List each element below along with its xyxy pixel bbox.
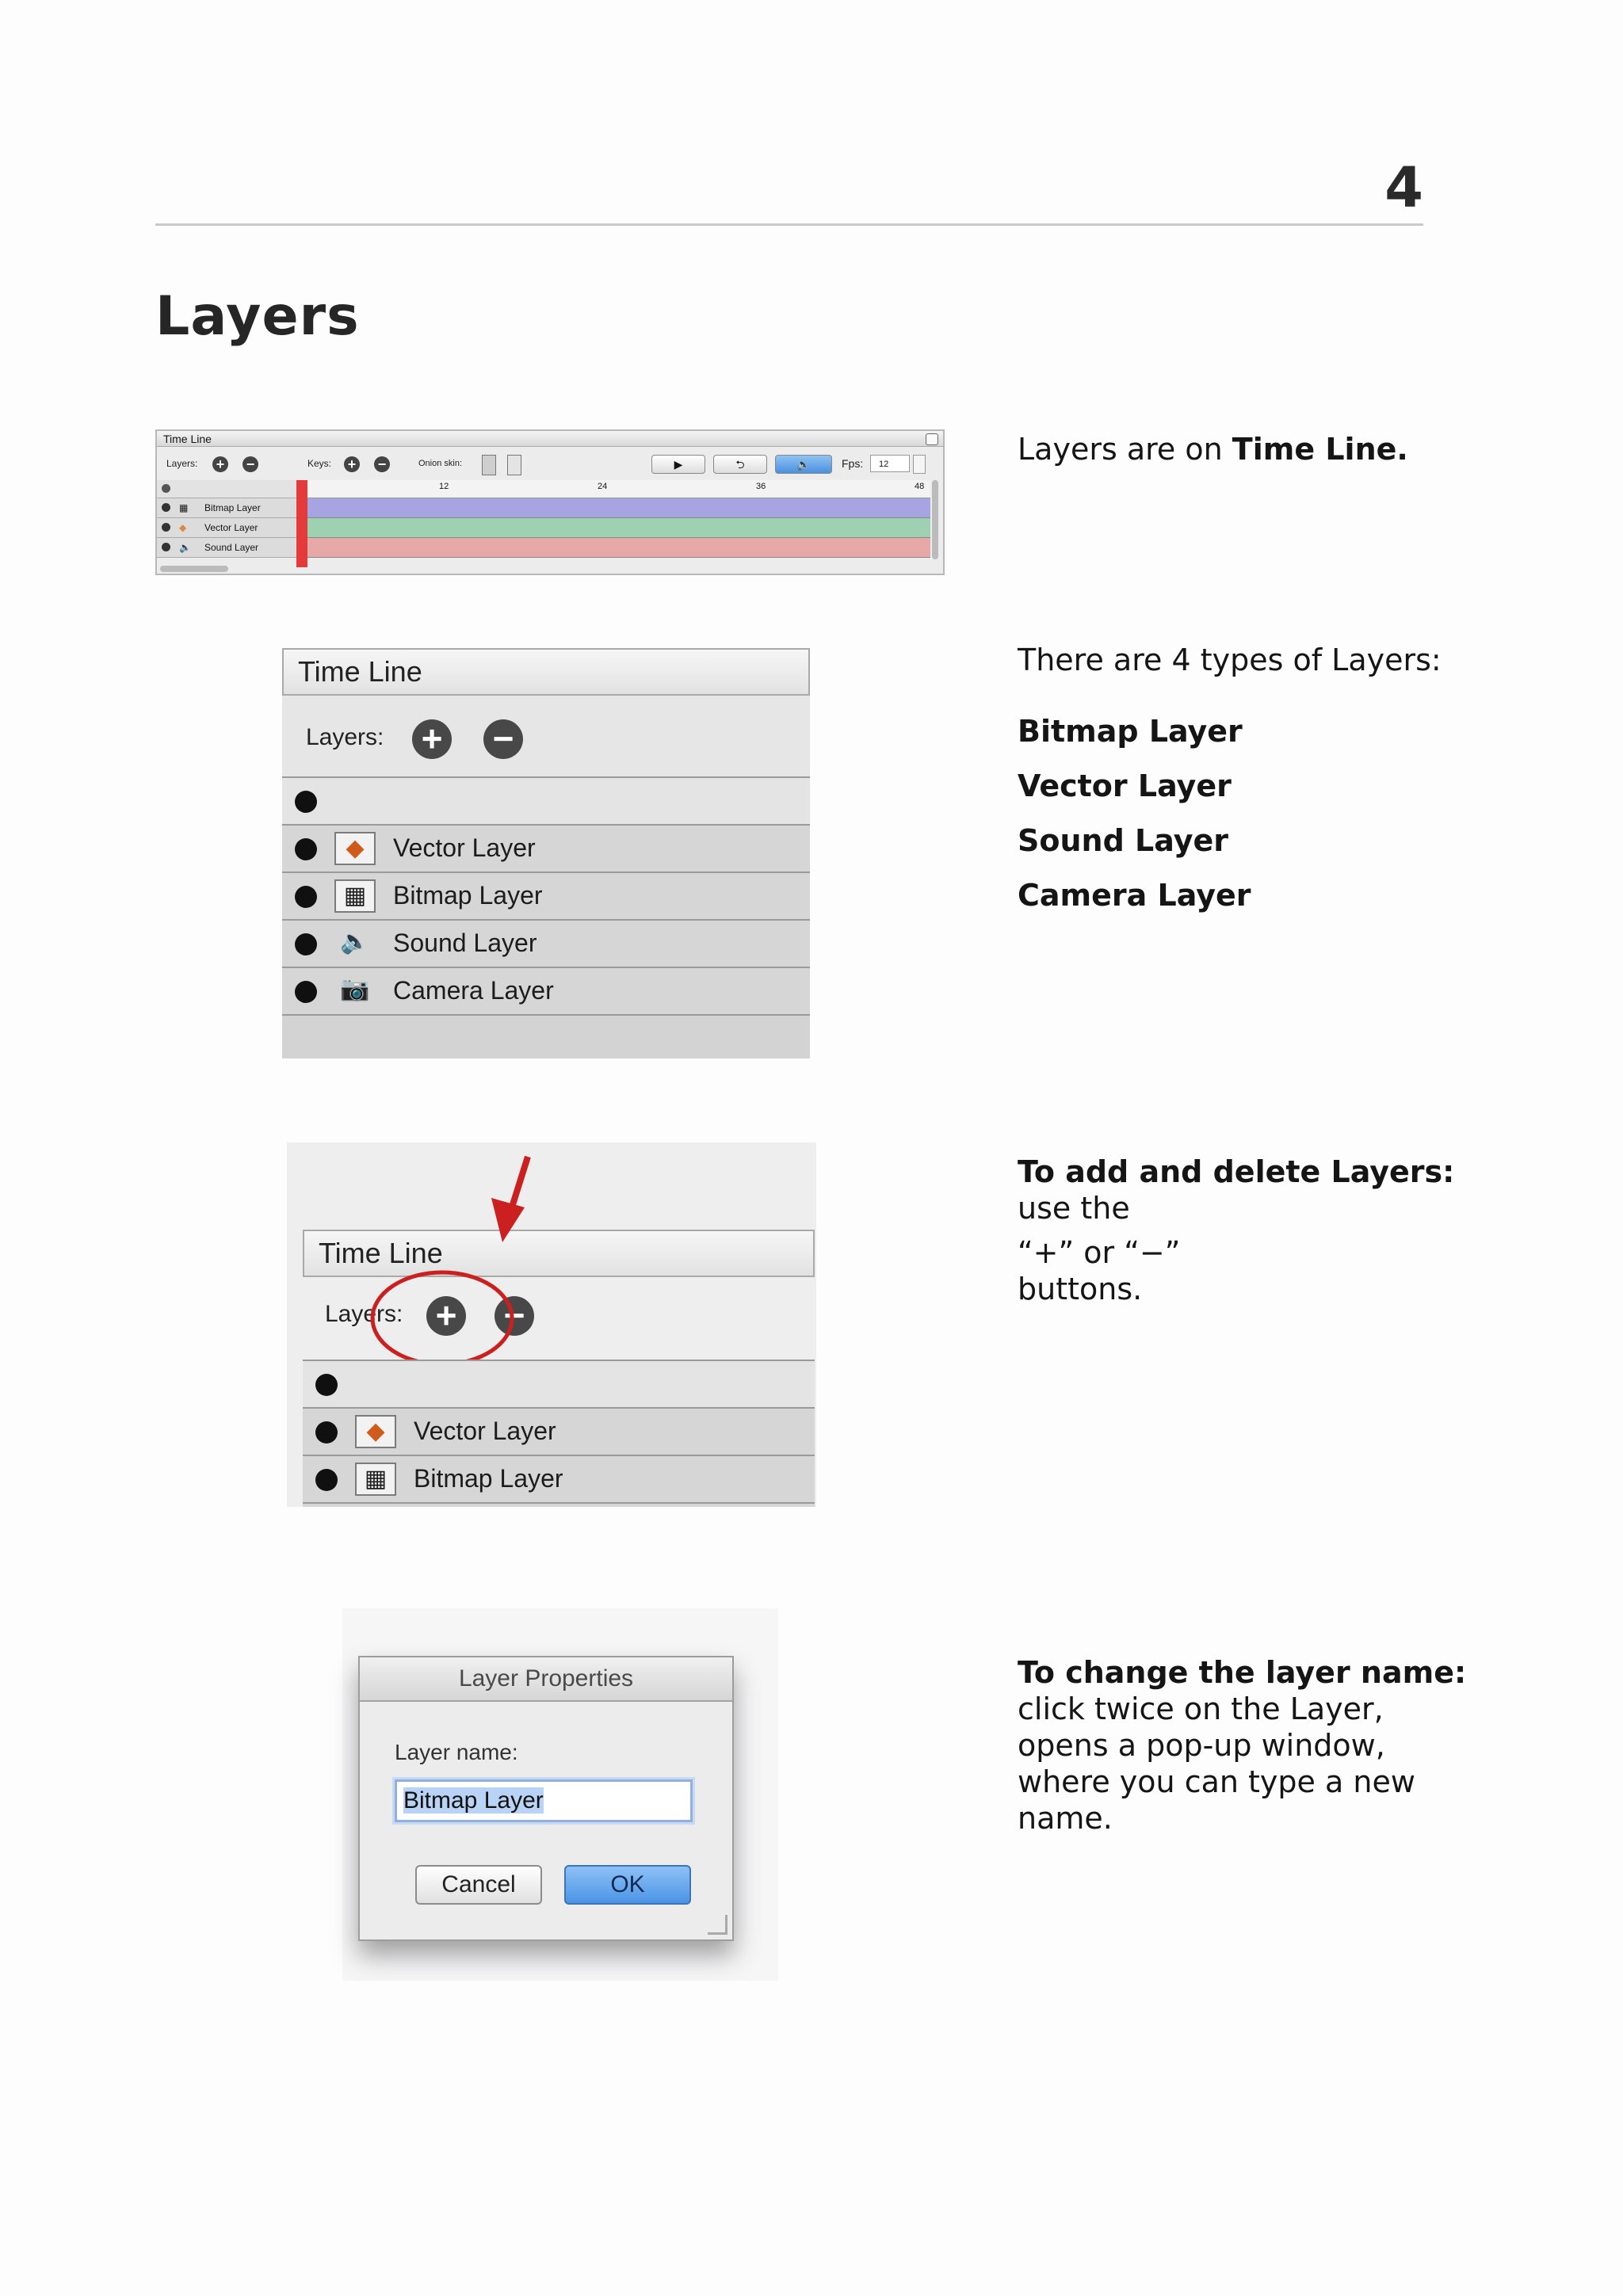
- remove-key-button[interactable]: −: [374, 456, 390, 472]
- ruler-tick: 12: [439, 482, 449, 491]
- para-line: name.: [1018, 1801, 1113, 1836]
- layer-name: Bitmap Layer: [414, 1464, 563, 1493]
- camera-icon: 📷: [340, 976, 370, 1002]
- layer-name-label: Layer name:: [395, 1740, 518, 1764]
- layer-properties-dialog: [358, 1656, 734, 1941]
- timeline-title: Time Line: [157, 431, 943, 447]
- ruler-tick: 48: [915, 482, 925, 491]
- layer-name-input[interactable]: [395, 1779, 693, 1822]
- visibility-all-icon[interactable]: [295, 791, 317, 813]
- add-delete-screenshot: [287, 1142, 816, 1507]
- layer-row-vector[interactable]: [282, 824, 810, 871]
- layer-name: Sound Layer: [393, 929, 537, 957]
- highlight-circle: [372, 1272, 512, 1364]
- vector-icon: ◆: [334, 832, 376, 865]
- layer-row-sound[interactable]: [282, 919, 810, 967]
- layer-name-value: Bitmap Layer: [403, 1787, 544, 1814]
- layers-label: Layers:: [166, 458, 198, 469]
- vector-icon: ◆: [355, 1415, 396, 1448]
- remove-layer-button[interactable]: −: [242, 456, 258, 472]
- cancel-button[interactable]: Cancel: [415, 1865, 542, 1905]
- track-bitmap[interactable]: [296, 498, 930, 518]
- visibility-icon[interactable]: [162, 543, 170, 551]
- onion-next-icon[interactable]: [507, 455, 521, 475]
- fps-label: Fps:: [842, 457, 864, 470]
- para-line: opens a pop-up window,: [1018, 1728, 1385, 1763]
- type-sound: Sound Layer: [1018, 823, 1228, 858]
- timeline-title: Time Line: [282, 648, 810, 696]
- layer-row-vector[interactable]: [303, 1407, 815, 1455]
- para-add-delete: [1018, 1154, 1454, 1307]
- layer-name: Bitmap Layer: [393, 881, 543, 910]
- para-line: click twice on the Layer,: [1018, 1691, 1384, 1726]
- visibility-all-icon[interactable]: [162, 484, 170, 493]
- visibility-icon[interactable]: [315, 1469, 338, 1491]
- header-rule: [155, 223, 1423, 226]
- para-line: where you can type a new: [1018, 1764, 1415, 1799]
- visibility-icon[interactable]: [295, 838, 317, 860]
- para-heading: To change the layer name:: [1018, 1655, 1467, 1690]
- layer-row-camera[interactable]: [282, 967, 810, 1016]
- empty-layer-area: [282, 1016, 810, 1058]
- layer-name: Vector Layer: [393, 833, 536, 862]
- para-text: Layers are on: [1018, 432, 1232, 467]
- type-vector: Vector Layer: [1018, 769, 1232, 803]
- type-camera: Camera Layer: [1018, 878, 1251, 913]
- layers-label: Layers:: [325, 1301, 403, 1327]
- frame-ruler[interactable]: [296, 480, 930, 498]
- vector-icon: ◆: [179, 522, 187, 533]
- visibility-icon[interactable]: [295, 933, 317, 955]
- layer-row-partial: [303, 1502, 815, 1507]
- layer-row-sound[interactable]: [157, 538, 296, 558]
- sound-toggle-button[interactable]: 🔈: [775, 455, 832, 474]
- para-line: buttons.: [1018, 1272, 1143, 1306]
- layer-name: Sound Layer: [204, 542, 259, 553]
- resize-grip-icon[interactable]: [708, 1915, 727, 1935]
- visibility-icon[interactable]: [315, 1421, 338, 1444]
- layer-row-bitmap[interactable]: [157, 498, 296, 518]
- layer-properties-screenshot: [342, 1608, 778, 1981]
- layer-header-row: [157, 480, 296, 498]
- page-number: 4: [1384, 155, 1423, 220]
- layer-name: Camera Layer: [393, 976, 554, 1005]
- track-sound[interactable]: [296, 538, 930, 558]
- bitmap-icon: ▦: [355, 1463, 396, 1496]
- layer-row-vector[interactable]: [157, 518, 296, 538]
- dialog-title: Layer Properties: [360, 1657, 732, 1702]
- visibility-icon[interactable]: [162, 503, 170, 512]
- keys-label: Keys:: [307, 458, 332, 469]
- visibility-icon[interactable]: [162, 523, 170, 532]
- layer-header-row: [303, 1360, 815, 1407]
- visibility-icon[interactable]: [295, 886, 317, 908]
- remove-layer-button[interactable]: −: [483, 719, 523, 759]
- add-layer-button[interactable]: +: [412, 719, 452, 759]
- loop-button[interactable]: ⮌: [713, 455, 767, 474]
- play-button[interactable]: ▶: [651, 455, 705, 474]
- visibility-icon[interactable]: [295, 981, 317, 1003]
- track-vector[interactable]: [296, 518, 930, 538]
- layer-row-bitmap[interactable]: [282, 871, 810, 919]
- sound-icon: 🔈: [340, 929, 370, 955]
- type-bitmap: Bitmap Layer: [1018, 714, 1243, 749]
- fps-stepper[interactable]: [913, 455, 926, 474]
- layers-label: Layers:: [306, 724, 384, 750]
- arrow-shaft: [510, 1157, 528, 1212]
- ruler-tick: 24: [598, 482, 608, 491]
- layer-name: Vector Layer: [414, 1417, 556, 1445]
- layer-name: Bitmap Layer: [204, 502, 261, 513]
- para-rename: [1018, 1654, 1466, 1836]
- layer-name: Vector Layer: [204, 522, 258, 533]
- add-layer-button[interactable]: +: [426, 1296, 466, 1336]
- ruler-tick: 36: [756, 482, 766, 491]
- playhead[interactable]: [296, 480, 307, 567]
- layer-header-row: [282, 776, 810, 824]
- page-title: Layers: [155, 285, 360, 348]
- para-line: “+” or “−”: [1018, 1235, 1181, 1270]
- add-key-button[interactable]: +: [344, 456, 360, 472]
- para-timeline: [1018, 431, 1408, 467]
- visibility-all-icon[interactable]: [315, 1374, 338, 1396]
- bitmap-icon: ▦: [334, 879, 376, 913]
- add-layer-button[interactable]: +: [212, 456, 228, 472]
- remove-layer-button[interactable]: −: [495, 1296, 534, 1336]
- onion-prev-icon[interactable]: [482, 455, 496, 475]
- horizontal-scrollbar[interactable]: [160, 566, 228, 572]
- layer-row-bitmap[interactable]: [303, 1455, 815, 1502]
- para-bold: Time Line.: [1232, 432, 1408, 467]
- arrow-head: [491, 1198, 525, 1242]
- fps-field[interactable]: 12: [870, 455, 910, 472]
- onion-skin-label: Onion skin:: [418, 459, 463, 468]
- para-line: use the: [1018, 1191, 1130, 1226]
- sound-icon: 🔈: [179, 542, 191, 553]
- para-heading: To add and delete Layers:: [1018, 1154, 1455, 1189]
- layer-types-screenshot: [282, 648, 810, 1058]
- timeline-screenshot: [155, 429, 945, 575]
- para-intro-types: There are 4 types of Layers:: [1018, 643, 1442, 677]
- vertical-scrollbar[interactable]: [932, 480, 938, 559]
- ok-button[interactable]: OK: [564, 1865, 691, 1905]
- bitmap-icon: ▦: [179, 502, 189, 513]
- timeline-title: Time Line: [303, 1230, 815, 1277]
- window-resize-icon[interactable]: [926, 433, 938, 445]
